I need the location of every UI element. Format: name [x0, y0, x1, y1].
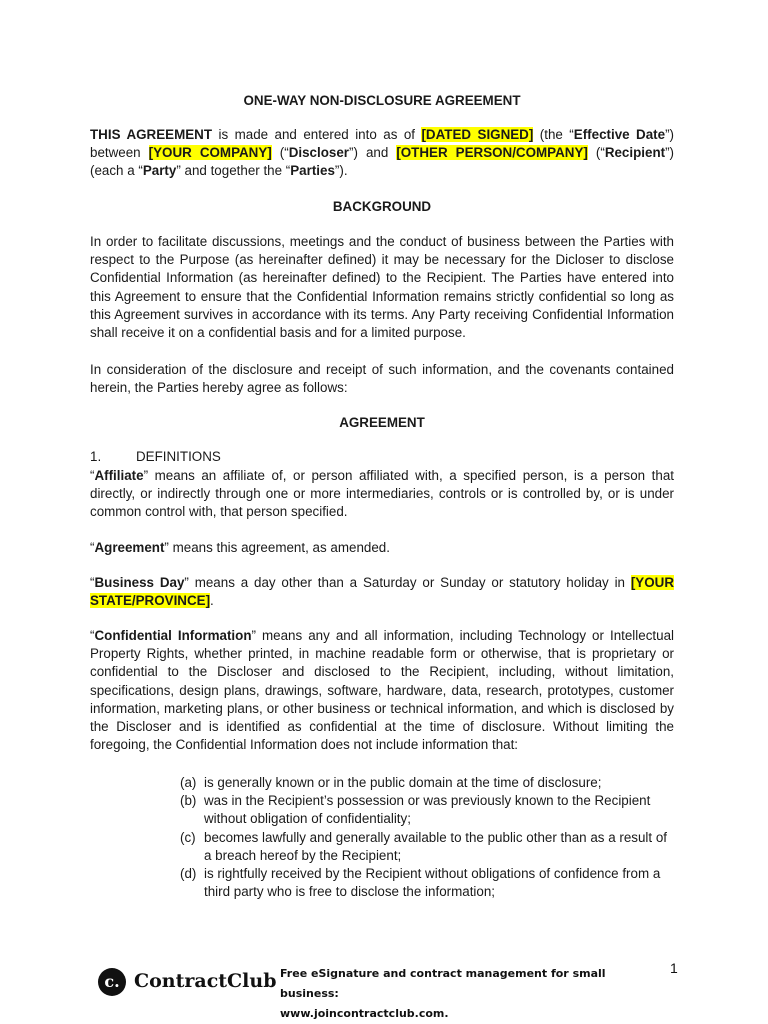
- section-number: 1.: [90, 449, 102, 464]
- list-item-label: (c): [180, 829, 196, 845]
- intro-paragraph: [90, 126, 674, 181]
- list-item-text: is rightfully received by the Recipient without obligations of confidence from a third party who is free to disclose the information;: [204, 866, 661, 900]
- footer-note: [280, 964, 660, 1024]
- intro-text-8: ” and together the “: [176, 163, 291, 179]
- definition-business-day: “Business Day” means a day other than a Saturday or Sunday or statutory holiday in [YOUR STATE/PROVINCE].: [90, 575, 674, 609]
- effective-date-term: Effective Date: [573, 127, 666, 142]
- definition-term: Affiliate: [94, 468, 144, 483]
- list-item-label: (a): [180, 775, 197, 790]
- definition-end: .: [210, 593, 214, 609]
- definition-text: ” means a day other than a Saturday or Sunday or statutory holiday in: [184, 575, 631, 590]
- footer-note-line-1: Free eSignature and contract management for small business:: [280, 967, 606, 1000]
- section-title: DEFINITIONS: [136, 449, 221, 464]
- page-number: 1: [670, 960, 678, 976]
- intro-text-2: (the “: [533, 127, 574, 142]
- definition-term: Business Day: [94, 575, 185, 590]
- list-item: [180, 829, 674, 865]
- intro-text-5: ”) and: [349, 145, 397, 161]
- exclusions-list: [180, 774, 674, 901]
- definition-affiliate: “Affiliate” means an affiliate of, or person affiliated with, a specified person, is a person that directly, or indirectly through one or more intermediaries, controls or is controlled by, or is under common control with, that person specified.: [90, 468, 674, 520]
- list-item-text: was in the Recipient’s possession or was previously known to the Recipient without obligation of confidentiality;: [204, 793, 651, 827]
- list-item: [180, 792, 674, 828]
- list-item-label: (b): [180, 793, 197, 809]
- dated-signed-placeholder: [DATED SIGNED]: [421, 127, 534, 142]
- section-heading-definitions: [90, 448, 674, 466]
- contractclub-logo-icon: c.: [98, 968, 126, 996]
- footer-note-line-2: www.joincontractclub.com.: [280, 1007, 449, 1020]
- list-item-label: (d): [180, 866, 197, 882]
- definition-term: Confidential Information: [94, 628, 252, 643]
- intro-bold-lead: THIS AGREEMENT: [90, 127, 213, 142]
- intro-text-3: ”) between: [90, 127, 674, 161]
- agreement-heading: AGREEMENT: [339, 415, 425, 430]
- intro-text-1: is made and entered into as of: [212, 127, 422, 142]
- list-item: [180, 774, 674, 792]
- definition-text: ” means an affiliate of, or person affiliated with, a specified person, is a person that directly, or indirectly through one or more intermediaries, controls or is controlled by, or is under common control with, that person specified.: [90, 468, 674, 520]
- intro-text-9: ”).: [334, 163, 348, 179]
- intro-text-7: ”) (each a “: [90, 145, 675, 179]
- definition-term: Agreement: [94, 540, 165, 555]
- list-item: [180, 865, 674, 901]
- definition-agreement: “Agreement” means this agreement, as amended.: [90, 540, 390, 555]
- party-term: Party: [142, 163, 177, 179]
- list-item-text: becomes lawfully and generally available to the public other than as a result of a breach hereof by the Recipient;: [204, 829, 667, 863]
- contractclub-logo-text: ContractClub: [134, 970, 277, 992]
- your-company-placeholder: [YOUR COMPANY]: [148, 145, 272, 161]
- page-footer: [96, 962, 696, 1020]
- intro-text-4: (“: [271, 145, 289, 161]
- definition-text: ” means this agreement, as amended.: [164, 540, 390, 555]
- intro-text-6: (“: [587, 145, 605, 161]
- background-heading: BACKGROUND: [332, 199, 432, 214]
- discloser-term: Discloser: [288, 145, 349, 161]
- background-paragraph-1: In order to facilitate discussions, meetings and the conduct of business between the Parties with respect to the Purpose (as hereinafter defined) it may be necessary for the Dicloser to disclose Confidential Information (as hereinafter defined) to the Recipient. The Parties have entered into this Agreement to ensure that the Confidential Information remains strictly confidential so long as this Agreement survives in accordance with its terms. Any Party receiving Confidential Information shall receive it on a confidential basis and for a limited purpose.: [90, 234, 674, 341]
- definition-text: ” means any and all information, including Technology or Intellectual Property Rights, whether printed, in machine readable form or otherwise, that is proprietary or confidential to the Discloser and disclosed to the Recipient, including, without limitation, specifications, design plans, drawings, software, hardware, data, research, prototypes, customer information, marketing plans, or other business or technical information, and which is disclosed by the Discloser and is identified as confidential at the time of disclosure. Without limiting the foregoing, the Confidential Information does not include information that:: [90, 628, 674, 753]
- background-paragraph-2: In consideration of the disclosure and receipt of such information, and the covenants contained herein, the Parties hereby agree as follows:: [90, 362, 674, 396]
- list-item-text: is generally known or in the public domain at the time of disclosure;: [204, 775, 602, 790]
- other-person-placeholder: [OTHER PERSON/COMPANY]: [396, 145, 588, 161]
- state-province-placeholder: [YOUR STATE/PROVINCE]: [90, 575, 674, 609]
- recipient-term: Recipient: [604, 145, 666, 161]
- document-title: ONE-WAY NON-DISCLOSURE AGREEMENT: [243, 93, 521, 108]
- parties-term: Parties: [290, 163, 335, 179]
- definition-confidential-information: “Confidential Information” means any and all information, including Technology or Intellectual Property Rights, whether printed, in machine readable form or otherwise, that is proprietary or confidential to the Discloser and disclosed to the Recipient, including, without limitation, specifications, design plans, drawings, software, hardware, data, research, prototypes, customer information, marketing plans, or other business or technical information, and which is disclosed by the Discloser and is identified as confidential at the time of disclosure. Without limiting the foregoing, the Confidential Information does not include information that:: [90, 628, 674, 753]
